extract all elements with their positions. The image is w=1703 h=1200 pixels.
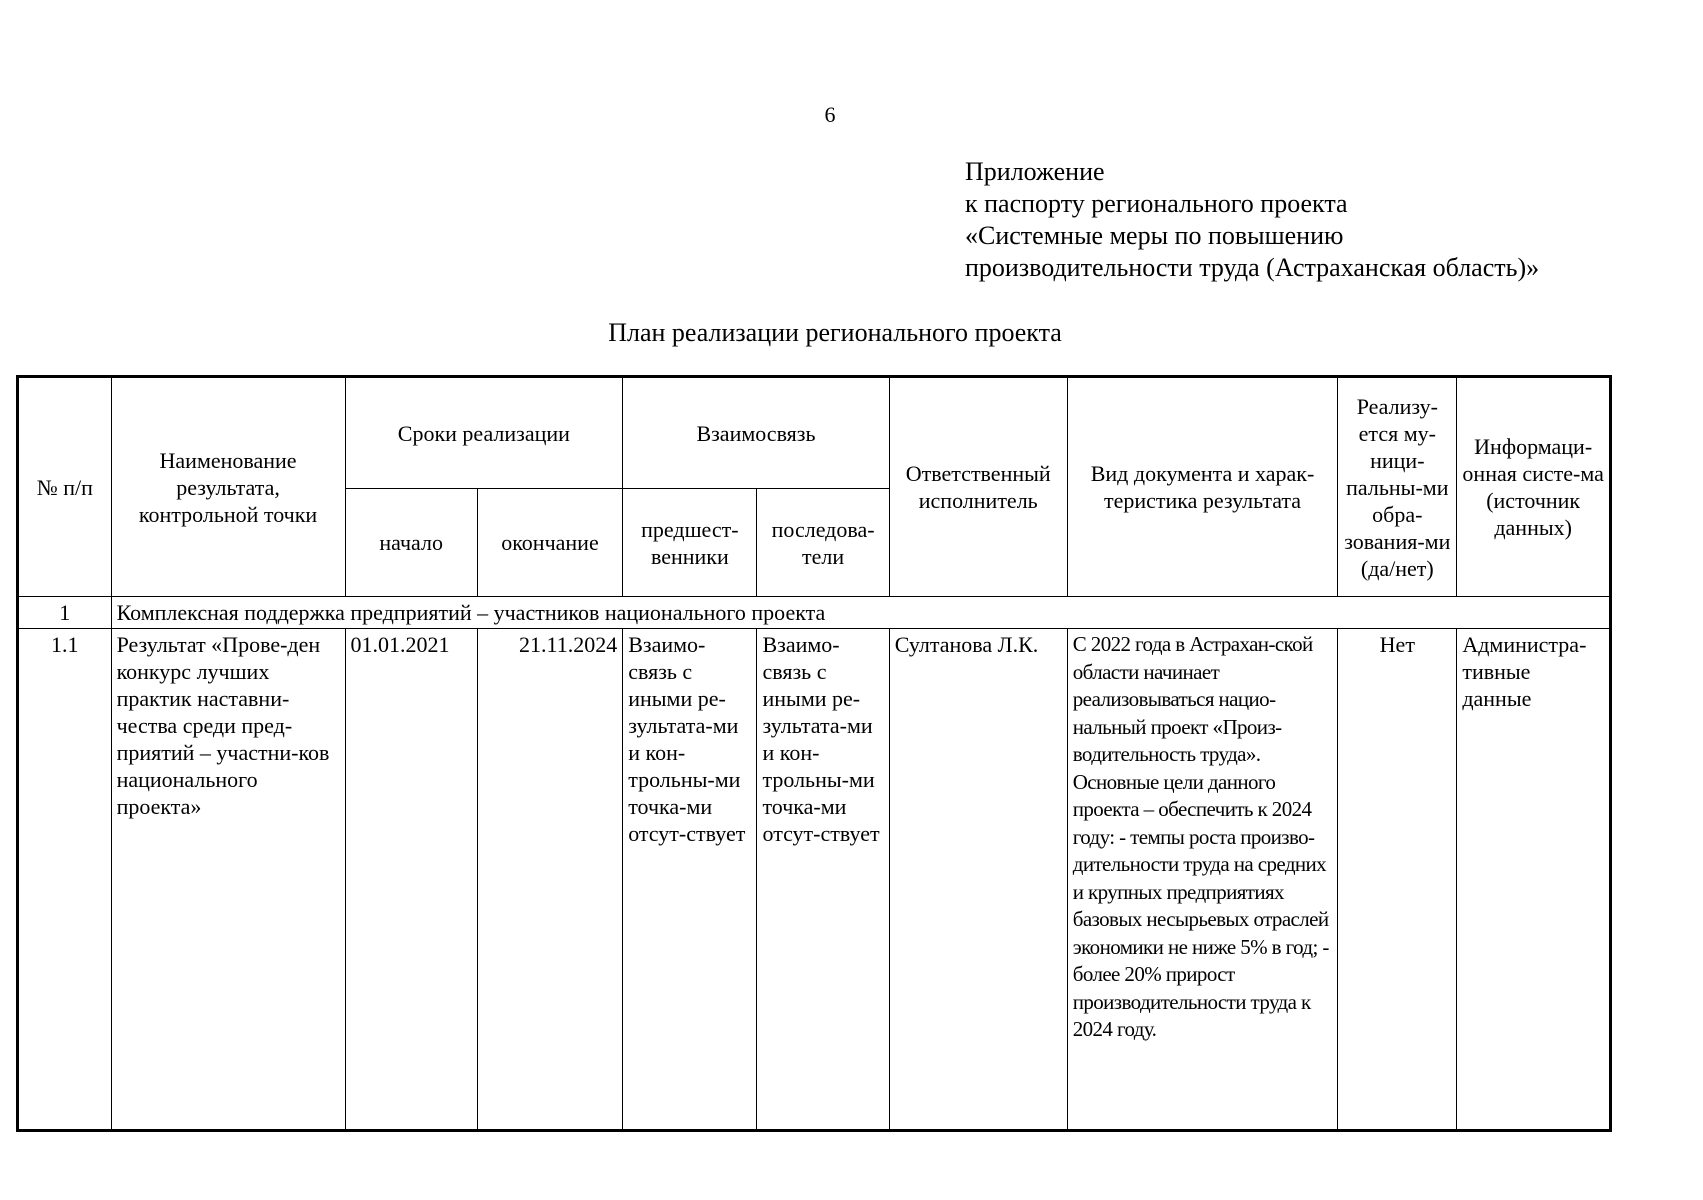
row-end: 21.11.2024 (477, 629, 622, 1131)
table-row (18, 629, 1611, 1131)
header-name: Наименование результата, контрольной точки (111, 377, 345, 597)
header-responsible: Ответственный исполнитель (889, 377, 1067, 597)
header-num: № п/п (18, 377, 112, 597)
header-pred: предшест-венники (623, 489, 757, 597)
implementation-plan-table (16, 375, 1612, 1132)
row-pred: Взаимо-связь с иными ре-зультата-ми и кон-трольны-ми точка-ми отсут-ствует (623, 629, 757, 1131)
appendix-line: производительности труда (Астраханская область)» (965, 253, 1540, 282)
row-succ: Взаимо-связь с иными ре-зультата-ми и кон-трольны-ми точка-ми отсут-ствует (757, 629, 889, 1131)
header-doc: Вид документа и харак-теристика результата (1067, 377, 1338, 597)
appendix-line: Приложение (965, 157, 1105, 186)
row-doc: С 2022 года в Астрахан-ской области начинает реализовываться нацио-нальный проект «Произ-водительность труда». Основные цели данного проекта – обеспечить к 2024 году: - темпы роста произво-дительности труда на средних и крупных предприятиях базовых несырьевых отраслей экономики не ниже 5% в год; - более 20% прирост производительности труда к 2024 году. (1067, 629, 1338, 1131)
header-end: окончание (477, 489, 622, 597)
header-start: начало (345, 489, 477, 597)
row-start: 01.01.2021 (345, 629, 477, 1131)
section-num: 1 (18, 597, 112, 629)
section-title: Комплексная поддержка предприятий – участников национального проекта (111, 597, 1610, 629)
header-terms: Сроки реализации (345, 377, 623, 489)
section-row (18, 597, 1611, 629)
row-num: 1.1 (18, 629, 112, 1131)
header-succ: последова-тели (757, 489, 889, 597)
page-number: 6 (824, 102, 836, 127)
header-municipal: Реализу-ется му-ници-пальны-ми обра-зования-ми (да/нет) (1338, 377, 1457, 597)
row-name: Результат «Прове-ден конкурс лучших практик наставни-чества среди пред-приятий – участни-ков национального проекта» (111, 629, 345, 1131)
appendix-line: к паспорту регионального проекта (965, 189, 1348, 218)
row-municipal: Нет (1338, 629, 1457, 1131)
header-link: Взаимосвязь (623, 377, 890, 489)
appendix-caption (965, 156, 1665, 284)
plan-title: План реализации регионального проекта (608, 318, 1062, 347)
appendix-line: «Системные меры по повышению (965, 221, 1344, 250)
row-responsible: Султанова Л.К. (889, 629, 1067, 1131)
row-info: Администра-тивные данные (1457, 629, 1611, 1131)
header-info: Информаци-онная систе-ма (источник данных) (1457, 377, 1611, 597)
